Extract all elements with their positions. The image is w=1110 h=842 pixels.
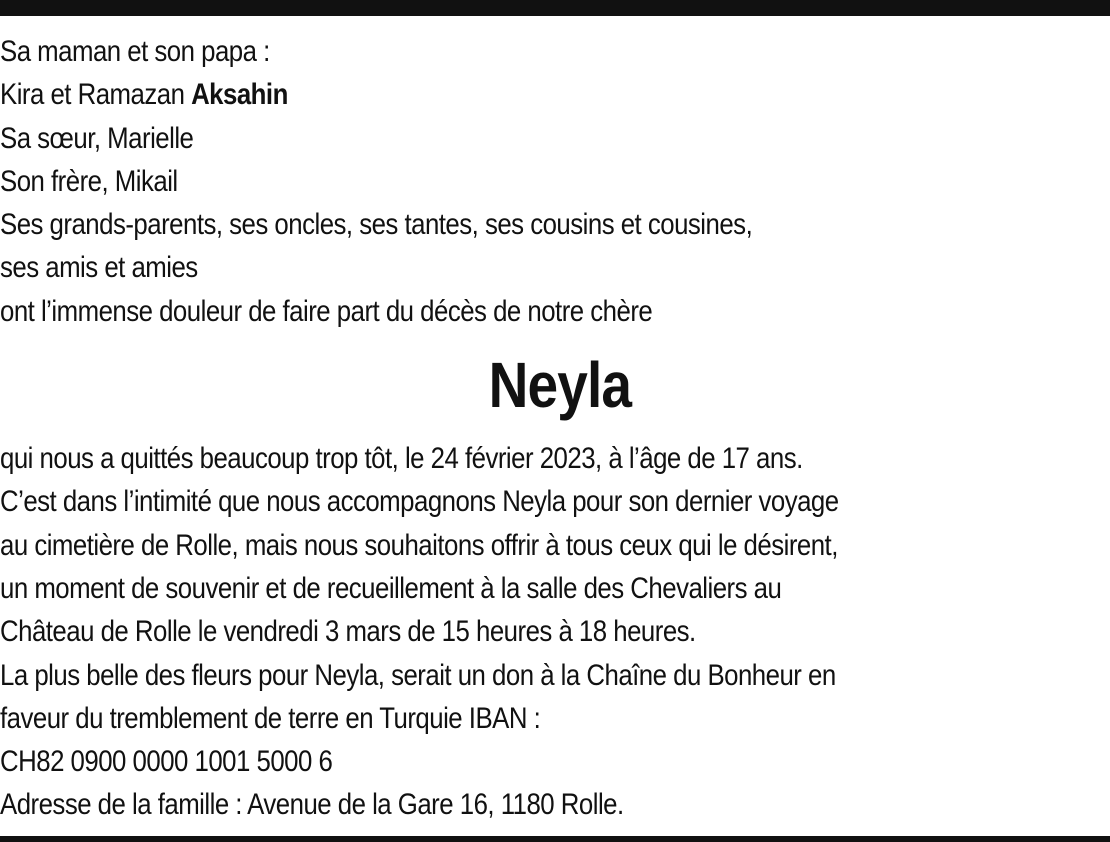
family-line-6: ses amis et amies	[0, 251, 198, 285]
family-line-3: Sa sœur, Marielle	[0, 121, 194, 155]
message-line-4: un moment de souvenir et de recueillement à la salle des Chevaliers au	[0, 571, 782, 605]
parents-names: Kira et Ramazan	[0, 78, 192, 112]
family-surname: Aksahin	[191, 78, 288, 112]
message-line-7: faveur du tremblement de terre en Turquie IBAN :	[0, 701, 541, 735]
message-line-5: Château de Rolle le vendredi 3 mars de 15 heures à 18 heures.	[0, 615, 696, 649]
family-line-7: ont l’immense douleur de faire part du décès de notre chère	[0, 294, 653, 328]
bottom-border-rule	[0, 836, 1110, 842]
family-address: Adresse de la famille : Avenue de la Gare 16, 1180 Rolle.	[0, 788, 624, 822]
message-line-1: qui nous a quittés beaucoup trop tôt, le 24 février 2023, à l’âge de 17 ans.	[0, 442, 803, 476]
top-border-rule	[0, 0, 1110, 16]
iban-number: CH82 0900 0000 1001 5000 6	[0, 745, 333, 779]
message-line-3: au cimetière de Rolle, mais nous souhaitons offrir à tous ceux qui le désirent,	[0, 528, 838, 562]
family-line-1: Sa maman et son papa :	[0, 35, 270, 68]
family-line-4: Son frère, Mikail	[0, 164, 178, 198]
message-line-6: La plus belle des fleurs pour Neyla, serait un don à la Chaîne du Bonheur en	[0, 658, 836, 692]
obituary-notice	[0, 30, 1110, 827]
family-line-5: Ses grands-parents, ses oncles, ses tantes, ses cousins et cousines,	[0, 208, 753, 242]
message-line-2: C’est dans l’intimité que nous accompagnons Neyla pour son dernier voyage	[0, 485, 839, 519]
deceased-name-heading	[0, 333, 1110, 437]
family-line-2	[0, 73, 955, 116]
deceased-name: Neyla	[488, 349, 632, 422]
